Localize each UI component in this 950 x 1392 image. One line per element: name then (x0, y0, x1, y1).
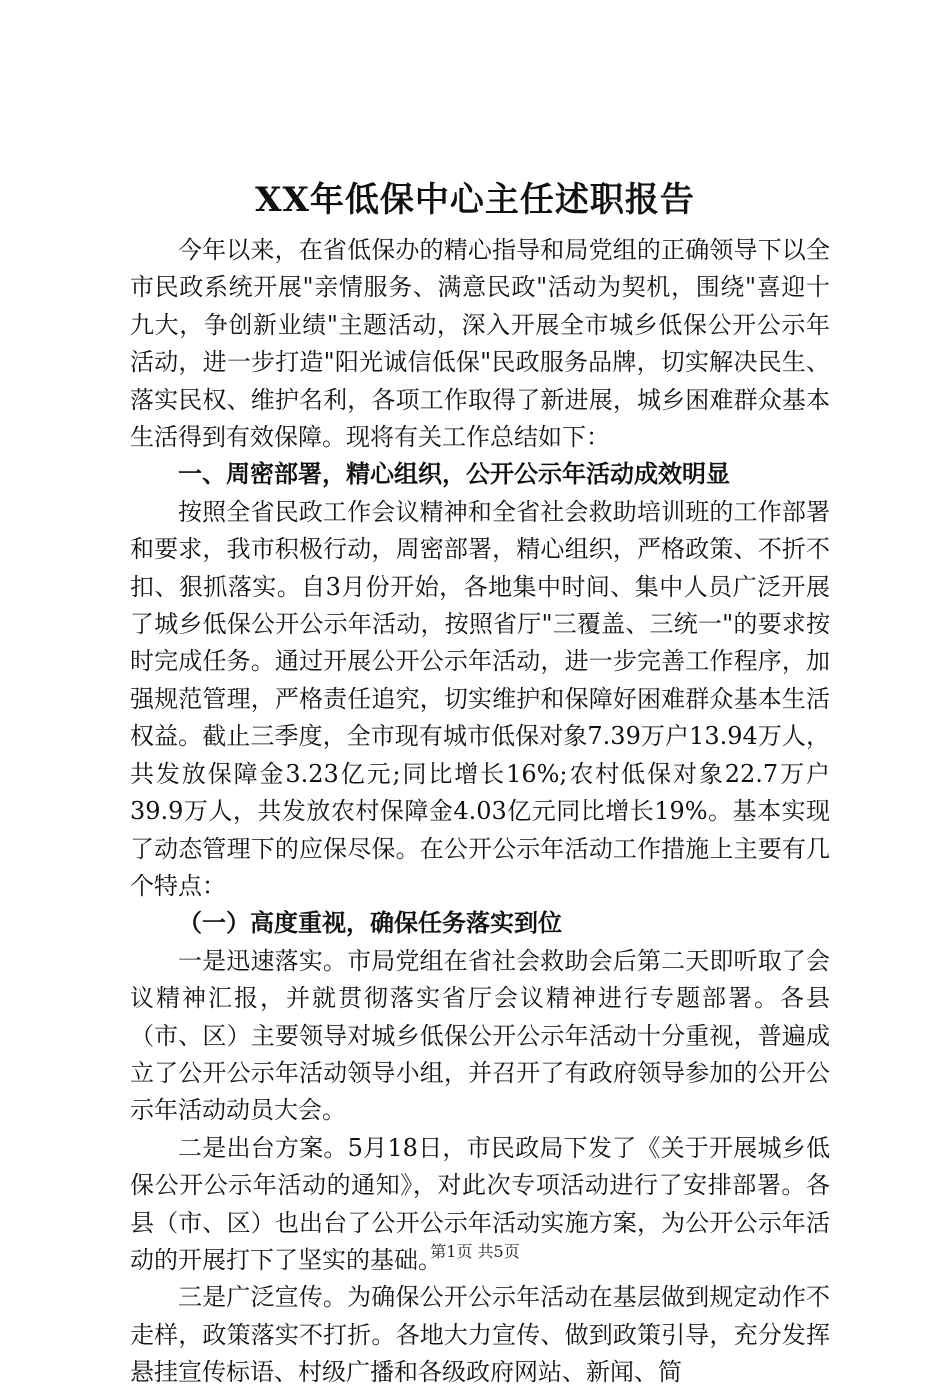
paragraph-point-1: 一是迅速落实。市局党组在省社会救助会后第二天即听取了会议精神汇报，并就贯彻落实省厅会议精神进行专题部署。各县（市、区）主要领导对城乡低保公开公示年活动十分重视，普遍成立了公开公示年活动领导小组，并召开了有政府领导参加的公开公示年活动动员大会。 (130, 946, 830, 1125)
page-number: 第1页 共5页 (430, 1242, 520, 1261)
paragraph-intro: 今年以来，在省低保办的精心指导和局党组的正确领导下以全市民政系统开展"亲情服务、满意民政"活动为契机，围绕"喜迎十九大，争创新业绩"主题活动，深入开展全市城乡低保公开公示年活动，进一步打造"阳光诚信低保"民政服务品牌，切实解决民生、落实民权、维护名利，各项工作取得了新进展，城乡困难群众基本生活得到有效保障。现将有关工作总结如下： (130, 236, 830, 452)
paragraph-section-1: 按照全省民政工作会议精神和全省社会救助培训班的工作部署和要求，我市积极行动，周密部署，精心组织，严格政策、不折不扣、狠抓落实。自3月份开始，各地集中时间、集中人员广泛开展了城乡低保公开公示年活动，按照省厅"三覆盖、三统一"的要求按时完成任务。通过开展公开公示年活动，进一步完善工作程序，加强规范管理，严格责任追究，切实维护和保障好困难群众基本生活权益。截止三季度，全市现有城市低保对象7.39万户13.94万人，共发放保障金3.23亿元;同比增长16%;农村低保对象22.7万户39.9万人，共发放农村保障金4.03亿元同比增长19%。基本实现了动态管理下的应保尽保。在公开公示年活动工作措施上主要有几个特点： (130, 497, 830, 900)
document-body (130, 232, 830, 1392)
document-title: XX年低保中心主任述职报告 (255, 180, 695, 220)
subsection-heading-1: （一）高度重视，确保任务落实到位 (178, 909, 562, 938)
section-heading-1: 一、周密部署，精心组织，公开公示年活动成效明显 (178, 460, 730, 489)
paragraph-point-3: 三是广泛宣传。为确保公开公示年活动在基层做到规定动作不走样，政策落实不打折。各地大力宣传、做到政策引导，充分发挥悬挂宣传标语、村级广播和各级政府网站、新闻、简 (130, 1283, 830, 1387)
paragraph-point-2: 二是出台方案。5月18日，市民政局下发了《关于开展城乡低保公开公示年活动的通知》，对此次专项活动进行了安排部署。各县（市、区）也出台了公开公示年活动实施方案，为公开公示年活动的开展打下了坚实的基础。 (130, 1133, 830, 1274)
